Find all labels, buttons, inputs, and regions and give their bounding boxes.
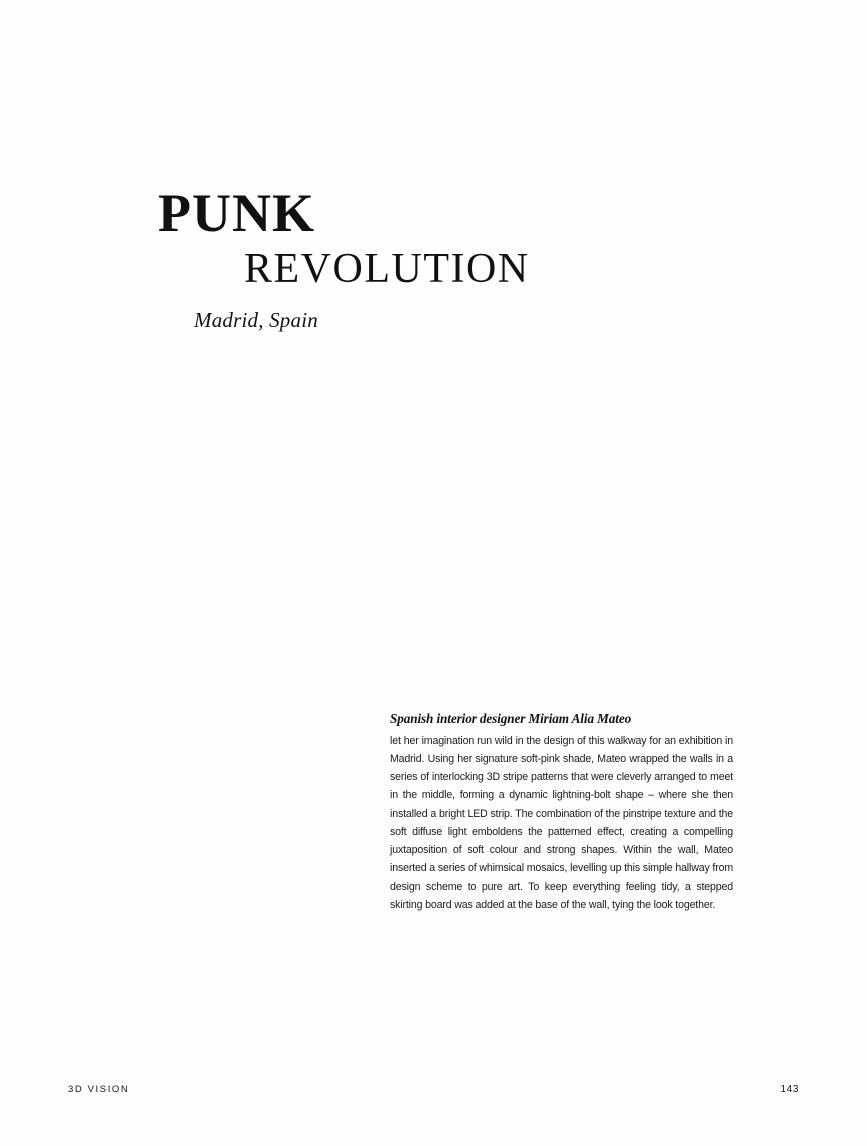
article-body-text: let her imagination run wild in the design of this walkway for an exhibition in Madrid. Using her signature soft-pink shade, Mateo wrapped the walls in a series of interlocking 3D stripe patterns that were cleverly arranged to meet in the middle, forming a dynamic lightning-bolt shape – where she then installed a bright LED strip. The combination of the pinstripe texture and the soft diffuse light emboldens the patterned effect, creating a compelling juxtaposition of soft colour and strong shapes. Within the wall, Mateo inserted a series of whimsical mosaics, levelling up this simple hallway from design scheme to pure art. To keep everything feeling tidy, a stepped skirting board was added at the base of the wall, tying the look together.	[390, 734, 733, 911]
footer-page-number: 143	[780, 1084, 799, 1095]
article-body-column	[390, 710, 733, 914]
page-subtitle-location: Madrid, Spain	[194, 308, 318, 332]
page-title-secondary: REVOLUTION	[244, 246, 530, 292]
footer-publication-name: 3D VISION	[68, 1084, 130, 1095]
article-lede: Spanish interior designer Miriam Alia Mateo	[390, 711, 632, 726]
title-block	[158, 183, 678, 333]
page-title-primary: PUNK	[158, 183, 315, 243]
